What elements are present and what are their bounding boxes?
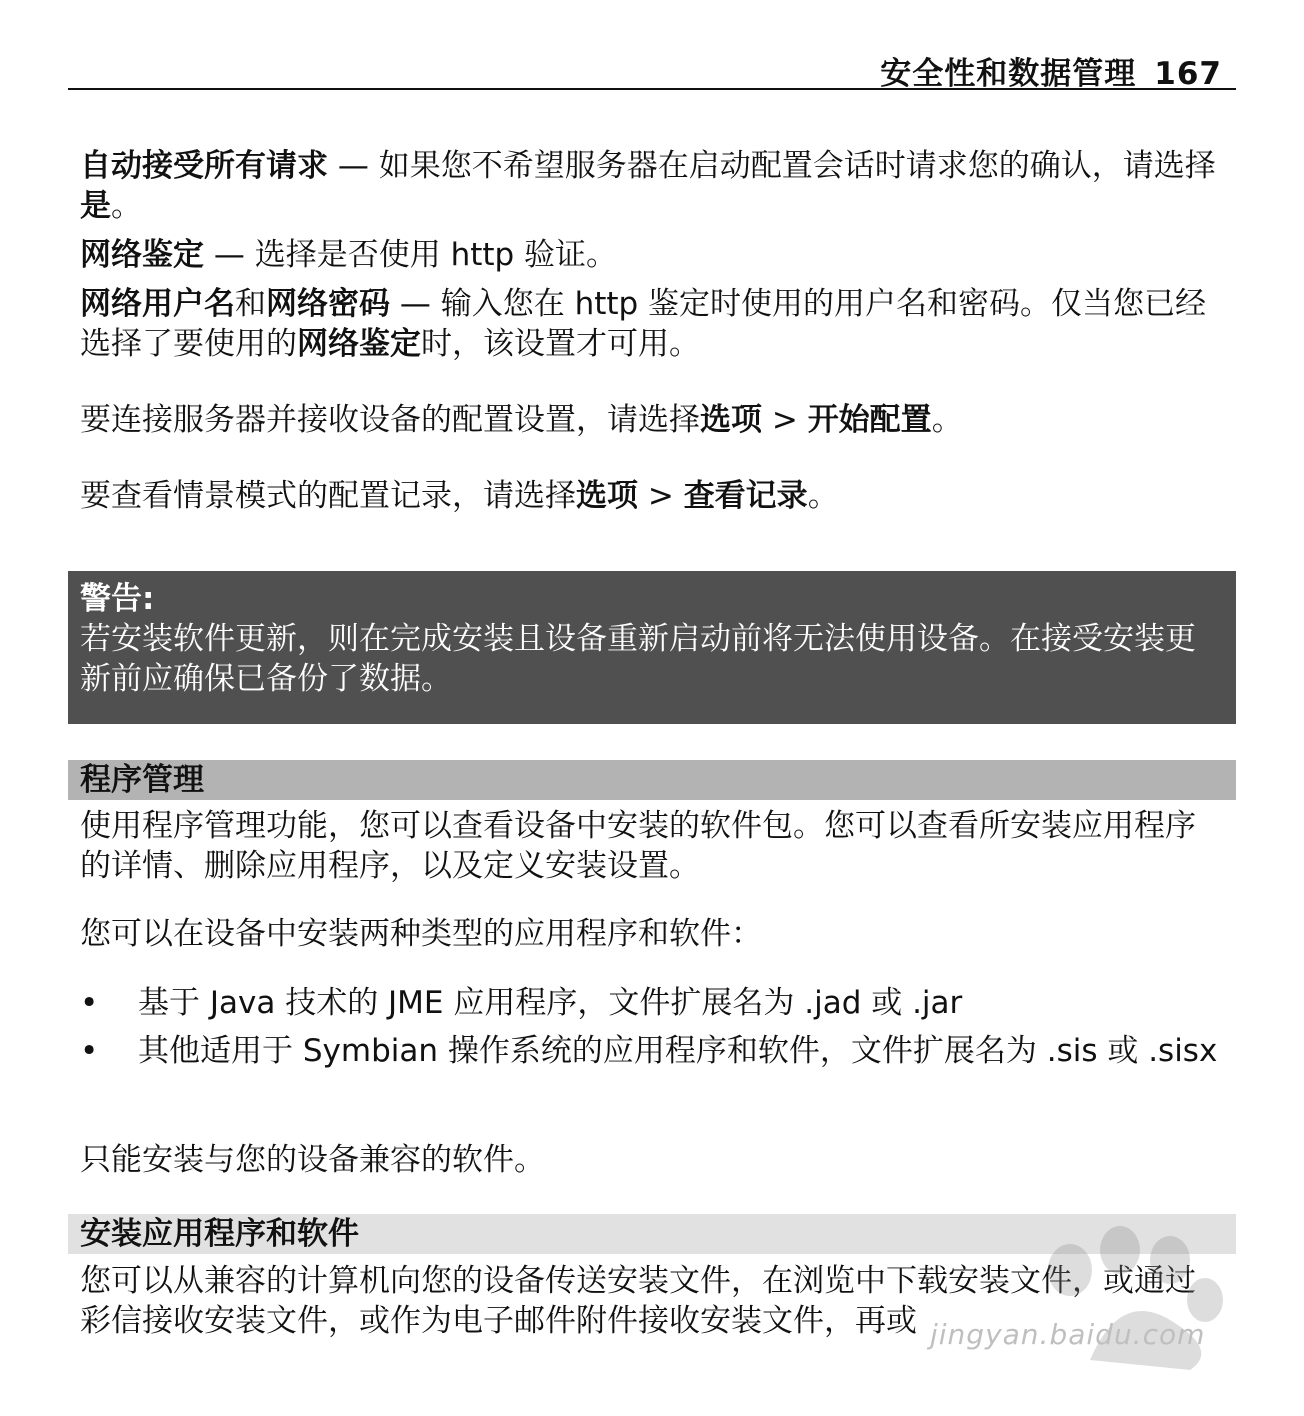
setting-reference: 网络鉴定	[297, 326, 421, 362]
view-log-instruction: 要查看情景模式的配置记录，请选择选项 > 查看记录。	[80, 478, 839, 514]
list-item: 基于 Java 技术的 JME 应用程序，文件扩展名为 .jad 或 .jar	[138, 985, 963, 1021]
watermark-text: jingyan.baidu.com	[930, 1318, 1206, 1351]
section-header-app-manager	[68, 760, 1236, 800]
setting-description: 输入您在 http 鉴定时使用的用户名和密码。仅当您已经选择了要使用的	[80, 286, 1207, 362]
page-header	[68, 46, 1236, 90]
setting-value: 是	[80, 188, 111, 224]
warning-title: 警告:	[80, 581, 155, 617]
setting-network-auth: 网络鉴定 — 选择是否使用 http 验证。	[80, 237, 618, 273]
setting-description: 如果您不希望服务器在启动配置会话时请求您的确认，请选择	[378, 148, 1216, 184]
setting-label-password: 网络密码	[266, 286, 390, 322]
warning-body: 若安装软件更新，则在完成安装且设备重新启动前将无法使用设备。在接受安装更新前应确保已备份了数据。	[80, 621, 1196, 697]
menu-view-log: 查看记录	[683, 478, 808, 514]
header-title: 安全性和数据管理	[880, 56, 1137, 92]
list-item: 其他适用于 Symbian 操作系统的应用程序和软件，文件扩展名为 .sis 或 .sisx	[138, 1033, 1218, 1069]
setting-label: 网络鉴定	[80, 237, 204, 273]
setting-label-username: 网络用户名	[80, 286, 235, 322]
page-number: 167	[1154, 56, 1222, 92]
setting-auto-accept: 自动接受所有请求 — 如果您不希望服务器在启动配置会话时请求您的确认，请选择是。	[80, 148, 1216, 224]
app-types-intro: 您可以在设备中安装两种类型的应用程序和软件：	[80, 916, 762, 952]
app-manager-intro: 使用程序管理功能，您可以查看设备中安装的软件包。您可以查看所安装应用程序的详情、删除应用程序，以及定义安装设置。	[80, 808, 1196, 884]
menu-options: 选项	[700, 402, 762, 438]
setting-label: 自动接受所有请求	[80, 148, 328, 184]
bullet-marker: •	[80, 1033, 99, 1069]
install-body: 您可以从兼容的计算机向您的设备传送安装文件，在浏览中下载安装文件，或通过彩信接收安装文件，或作为电子邮件附件接收安装文件，再或	[80, 1263, 1196, 1339]
compat-note: 只能安装与您的设备兼容的软件。	[80, 1142, 545, 1178]
menu-options: 选项	[576, 478, 638, 514]
section-title: 程序管理	[80, 762, 204, 798]
setting-network-credentials: 网络用户名和网络密码 — 输入您在 http 鉴定时使用的用户名和密码。仅当您已经选择了要使用的网络鉴定时，该设置才可用。	[80, 286, 1207, 362]
warning-box	[68, 571, 1236, 724]
bullet-marker: •	[80, 985, 99, 1021]
setting-description: 选择是否使用 http 验证。	[254, 237, 618, 273]
menu-start-config: 开始配置	[807, 402, 932, 438]
connect-instruction: 要连接服务器并接收设备的配置设置，请选择选项 > 开始配置。	[80, 402, 963, 438]
section-title: 安装应用程序和软件	[80, 1216, 359, 1252]
